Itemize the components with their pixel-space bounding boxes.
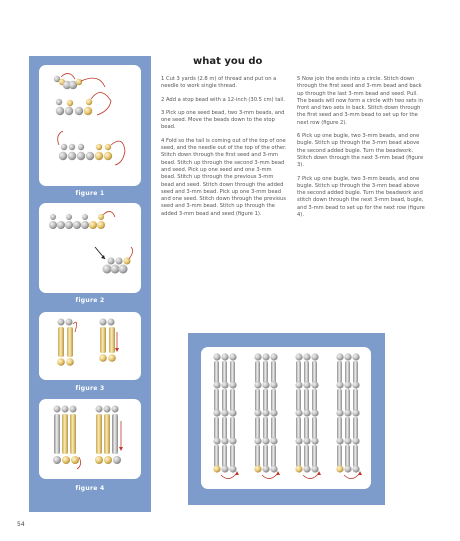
figure-2-panel [39, 203, 141, 293]
figure-3-label: figure 3 [75, 385, 105, 392]
step-7: 7 Pick up one bugle, two 3-mm beads, and one bugle. Stitch up through the 3-mm bead above the second added bugle. Turn the beadwork and stitch down through the next 3-mm bead, bugle, and 3-mm bead to set up for the next row (figure 4). [297, 175, 425, 219]
bead-diagram-figure-4 [39, 399, 141, 479]
figure-1-label: figure 1 [75, 190, 105, 197]
step-6: 6 Pick up one bugle, two 3-mm beads, and one bugle. Stitch up through the 3-mm bead above the second added bugle. Turn the beadwork. Stitch down through the next 3-mm bead (figure 3). [297, 133, 424, 169]
figure-4-label: figure 4 [75, 485, 105, 492]
figure-2-label: figure 2 [75, 297, 105, 304]
step-5: 5 Now join the ends into a circle. Stitch down through the first seed and 3-mm bead and back up through the last 3-mm bead and seed. Pull. The beads will now form a circle with two sets in front and two sets in back. Stitch down through the first seed and 3-mm bead to set up for the next row (figure 2). [297, 76, 423, 126]
figure-4-panel [39, 399, 141, 479]
figure-5-inner [201, 347, 371, 489]
figure-1-panel [39, 65, 141, 186]
instructions-column-2 [297, 76, 425, 225]
section-title: what you do [193, 56, 263, 67]
bead-diagram-figure-5 [201, 347, 371, 489]
figure-5-panel [188, 333, 385, 505]
step-4: 4 Fold so the tail is coming out of the top of one seed, and the needle out of the top of the other. Stitch down through the first seed and 3-mm bead. Stitch up through the second 3-mm bead and seed. Pick up one seed and one 3-mm bead. Stitch up through the previous 3-mm bead and seed. Stitch down through the added seed and 3-mm bead. Pick up one 3-mm bead and one seed. Stitch down through the previous seed and 3-mm bead. Stitch up through the added 3-mm bead and seed (figure 1). [161, 137, 287, 217]
instructions-column-1 [161, 76, 287, 224]
bead-diagram-figure-1 [39, 65, 141, 186]
bead-diagram-figure-2 [39, 203, 141, 293]
figures-sidebar [29, 56, 151, 512]
step-2: 2 Add a stop bead with a 12-inch (30.5 cm) tail. [161, 96, 285, 103]
step-3: 3 Pick up one seed bead, two 3-mm beads, and one seed. Move the beads down to the stop bead. [161, 109, 285, 131]
page-number: 54 [17, 521, 25, 528]
bead-diagram-figure-3 [39, 312, 141, 380]
figure-3-panel [39, 312, 141, 380]
step-1: 1 Cut 3 yards (2.8 m) of thread and put on a needle to work single thread. [161, 76, 277, 90]
